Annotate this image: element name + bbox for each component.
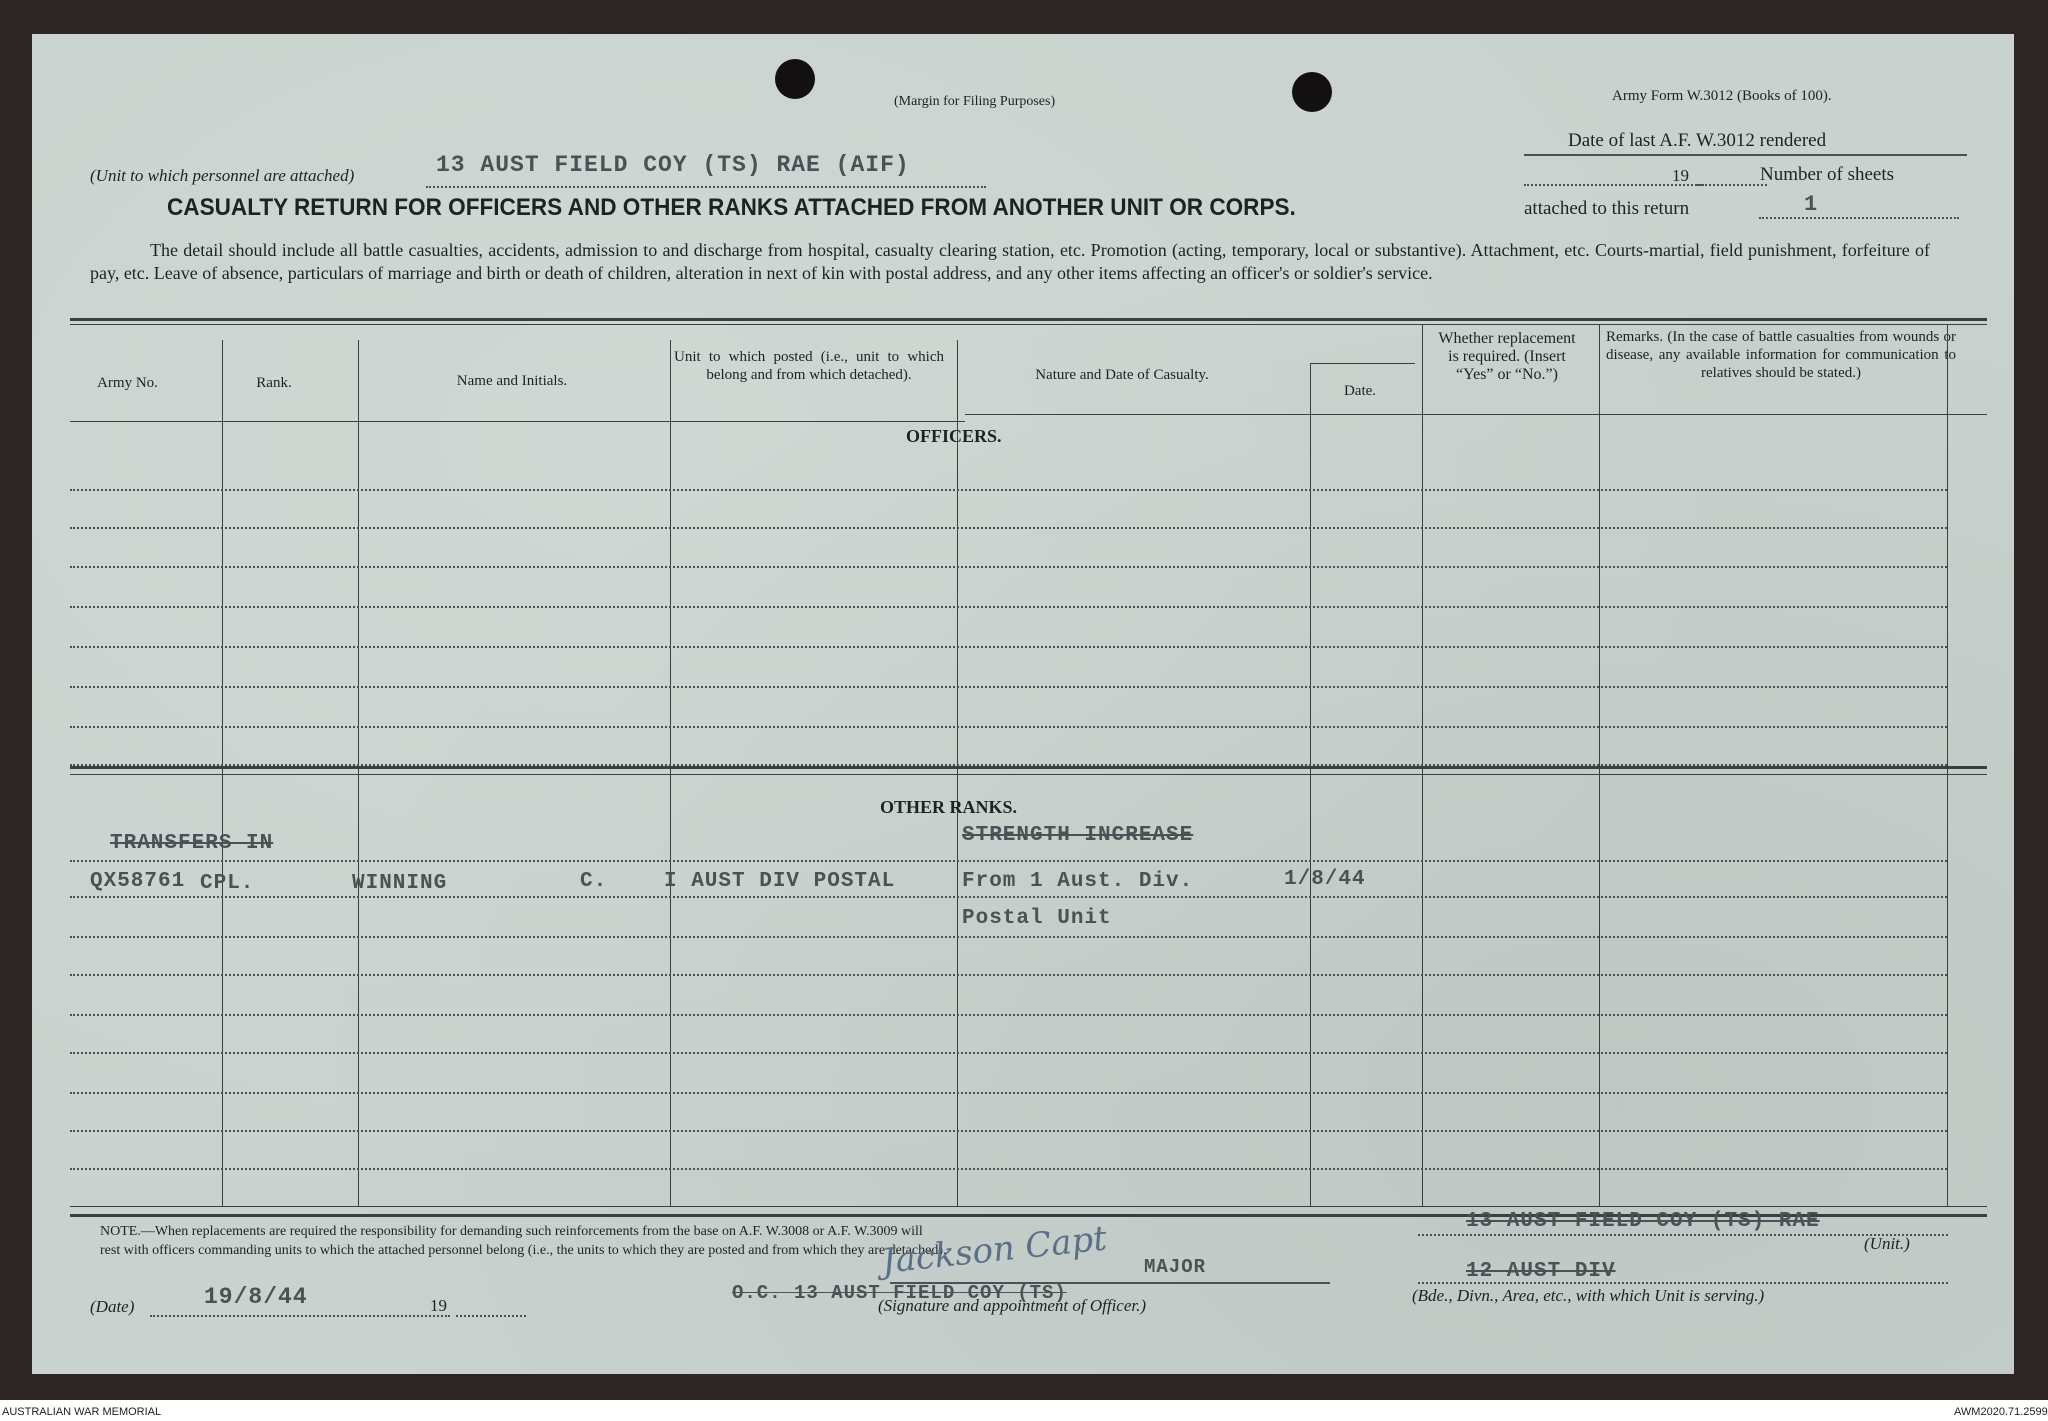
- col-unit: Unit to which posted (i.e., unit to which belong and from which detached).: [674, 349, 944, 383]
- filing-hole-right: [1292, 72, 1332, 112]
- unit-typed: 13 AUST FIELD COY (TS) RAE: [1466, 1210, 1820, 1233]
- col-nature: Nature and Date of Casualty.: [1035, 367, 1209, 383]
- instructions-text: The detail should include all battle casualties, accidents, admission to and discharge from hospital, casualty clearing station, etc. Promotion (acting, temporary, local or substantive). Attachment, etc. Courts-martial, field punishment, forfeiture of pay, etc. Leave of absence, particulars of marriage and birth or death of children, alteration in next of kin with postal address, and any other items affecting an officer's or soldier's service.: [90, 240, 1930, 283]
- form-paper: [32, 34, 2014, 1374]
- credit-left: AUSTRALIAN WAR MEMORIAL: [2, 1406, 162, 1418]
- filing-hole-left: [775, 59, 815, 99]
- date-value: 19/8/44: [204, 1284, 308, 1310]
- officers-heading: OFFICERS.: [906, 426, 1002, 446]
- col-date: Date.: [1343, 383, 1377, 399]
- entry-nature-line2: Postal Unit: [962, 907, 1112, 930]
- col-remarks: Remarks. (In the case of battle casualties from wounds or disease, any available information for communication to relatives should be stated.): [1606, 329, 1956, 381]
- unit-attached-label: (Unit to which personnel are attached): [90, 166, 355, 185]
- col-rank: Rank.: [256, 375, 292, 391]
- entry-rank: CPL.: [200, 872, 255, 895]
- entry-nature-line1: From 1 Aust. Div.: [962, 870, 1194, 893]
- margin-note: (Margin for Filing Purposes): [894, 94, 1056, 109]
- entry-army-no: QX58761: [90, 870, 186, 893]
- note-line-1: NOTE.—When replacements are required the responsibility for demanding such reinforcements from the base on A.F. W.3008 or A.F. W.3009 will: [100, 1224, 923, 1239]
- division-typed: 12 AUST DIV: [1466, 1260, 1616, 1283]
- number-of-sheets-label: Number of sheets: [1760, 164, 1895, 185]
- form-title: CASUALTY RETURN FOR OFFICERS AND OTHER RANKS ATTACHED FROM ANOTHER UNIT OR CORPS.: [167, 194, 1296, 221]
- sheets-value: 1: [1804, 192, 1819, 217]
- appointment-typed: O.C. 13 AUST FIELD COY (TS): [732, 1282, 1067, 1304]
- date-last-rendered-label: Date of last A.F. W.3012 rendered: [1568, 130, 1827, 151]
- entry-date: 1/8/44: [1284, 868, 1366, 891]
- col-replacement: Whether replacement is required. (Insert “Yes” or “No.”): [1438, 330, 1576, 383]
- unit-attached-value: 13 AUST FIELD COY (TS) RAE (AIF): [436, 152, 910, 178]
- other-ranks-heading: OTHER RANKS.: [880, 797, 1018, 817]
- army-form-label: Army Form W.3012 (Books of 100).: [1612, 88, 1832, 104]
- entry-transfers-in: TRANSFERS IN: [110, 832, 274, 855]
- col-army-no: Army No.: [97, 375, 158, 391]
- attached-label: attached to this return: [1524, 198, 1690, 219]
- date-year-prefix: 19: [430, 1296, 447, 1315]
- entry-initial: C.: [580, 870, 608, 893]
- entry-unit: I AUST DIV POSTAL: [664, 870, 896, 893]
- division-label: (Bde., Divn., Area, etc., with which Unit is serving.): [1412, 1286, 1765, 1305]
- entry-strength-increase: STRENGTH INCREASE: [962, 824, 1194, 847]
- appointment-rank: MAJOR: [1144, 1256, 1207, 1278]
- col-name: Name and Initials.: [456, 373, 568, 389]
- entry-surname: WINNING: [352, 872, 448, 895]
- note-line-2: rest with officers commanding units to which the attached personnel belong (i.e., the units to which they are posted and from which they are detached).: [100, 1243, 947, 1258]
- signature-label: (Signature and appointment of Officer.): [878, 1296, 1147, 1315]
- date-label: (Date): [90, 1297, 135, 1316]
- unit-label: (Unit.): [1864, 1234, 1910, 1253]
- year-prefix: 19: [1672, 166, 1689, 185]
- credit-right: AWM2020.71.2599: [1954, 1406, 2048, 1418]
- signature-text: Jackson Capt: [879, 1218, 1109, 1282]
